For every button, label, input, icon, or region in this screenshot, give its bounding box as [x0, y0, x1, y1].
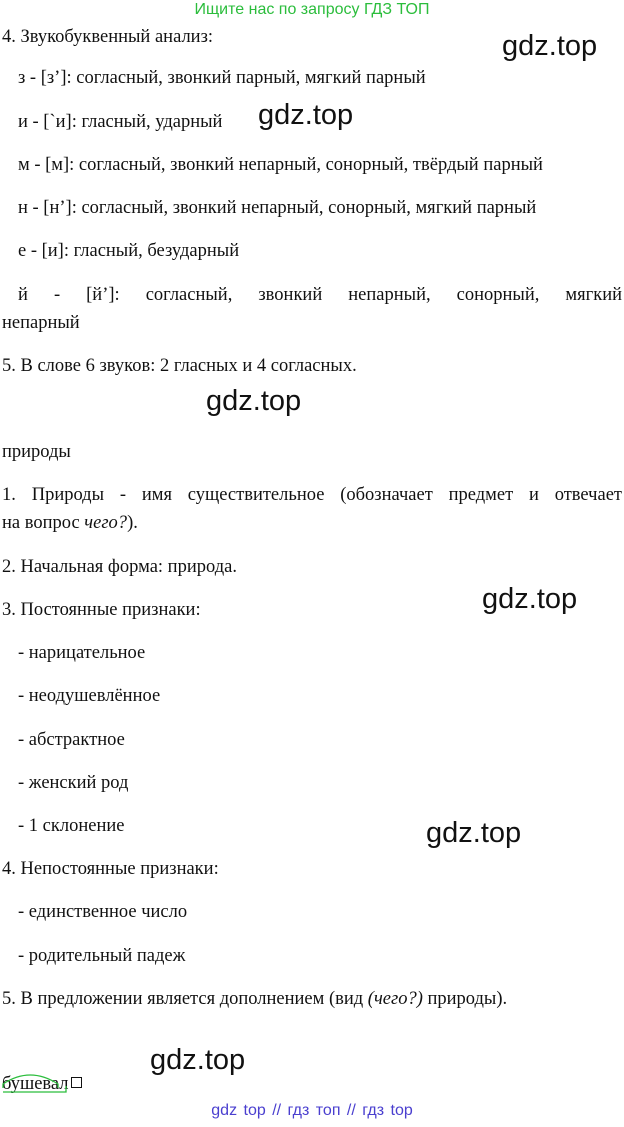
watermark: gdz.top — [150, 1044, 246, 1076]
part-of-speech-line: 1. Природы - имя существительное (обозначает предмет и отвечает — [2, 485, 622, 505]
watermark: gdz.top — [206, 385, 302, 417]
part-of-speech-line-continued — [2, 512, 138, 534]
sound-count: 5. В слове 6 звуков: 2 гласных и 4 согласных. — [2, 356, 357, 376]
top-banner[interactable]: Ищите нас по запросу ГДЗ ТОП — [194, 1, 430, 18]
heading-sound-analysis: 4. Звукобуквенный анализ: — [2, 27, 214, 47]
watermark: gdz.top — [426, 817, 522, 849]
watermark: gdz.top — [258, 99, 354, 131]
sound-line: и - [`и]: гласный, ударный — [18, 112, 223, 132]
feature-item: - единственное число — [18, 902, 188, 922]
text-span: природы). — [422, 989, 508, 1009]
feature-item: - женский род — [18, 773, 129, 793]
word-heading: природы — [2, 442, 71, 462]
initial-form: 2. Начальная форма: природа. — [2, 557, 237, 577]
watermark: gdz.top — [502, 30, 598, 62]
sentence-role-line — [2, 988, 507, 1010]
feature-item: - нарицательное — [18, 643, 146, 663]
text-span: 5. В предложении является дополнением (вид — [2, 989, 368, 1009]
sound-line: н - [н’]: согласный, звонкий непарный, сонорный, мягкий парный — [18, 198, 537, 218]
question-italic: чего? — [84, 513, 128, 533]
sound-line: м - [м]: согласный, звонкий непарный, сонорный, твёрдый парный — [18, 155, 543, 175]
morpheme-mark-icon — [0, 1064, 80, 1094]
sound-line-continued: непарный — [2, 313, 80, 333]
feature-item: - родительный падеж — [18, 946, 186, 966]
text-span: на вопрос — [2, 513, 85, 533]
watermark: gdz.top — [482, 583, 578, 615]
sound-line: з - [з’]: согласный, звонкий парный, мягкий парный — [18, 68, 426, 88]
feature-item: - абстрактное — [18, 730, 125, 750]
sound-line: е - [и]: гласный, безударный — [18, 241, 240, 261]
question-italic: (чего?) — [367, 989, 423, 1009]
feature-item: - 1 склонение — [18, 816, 125, 836]
variable-features-heading: 4. Непостоянные признаки: — [2, 859, 219, 879]
text-span: ). — [127, 513, 138, 533]
sound-line: й - [й’]: согласный, звонкий непарный, сонорный, мягкий — [18, 285, 622, 305]
constant-features-heading: 3. Постоянные признаки: — [2, 600, 201, 620]
footer-links[interactable]: gdz top // гдз топ // гдз top — [211, 1102, 413, 1119]
next-word-text: бушевал — [2, 1074, 69, 1094]
feature-item: - неодушевлённое — [18, 686, 161, 706]
